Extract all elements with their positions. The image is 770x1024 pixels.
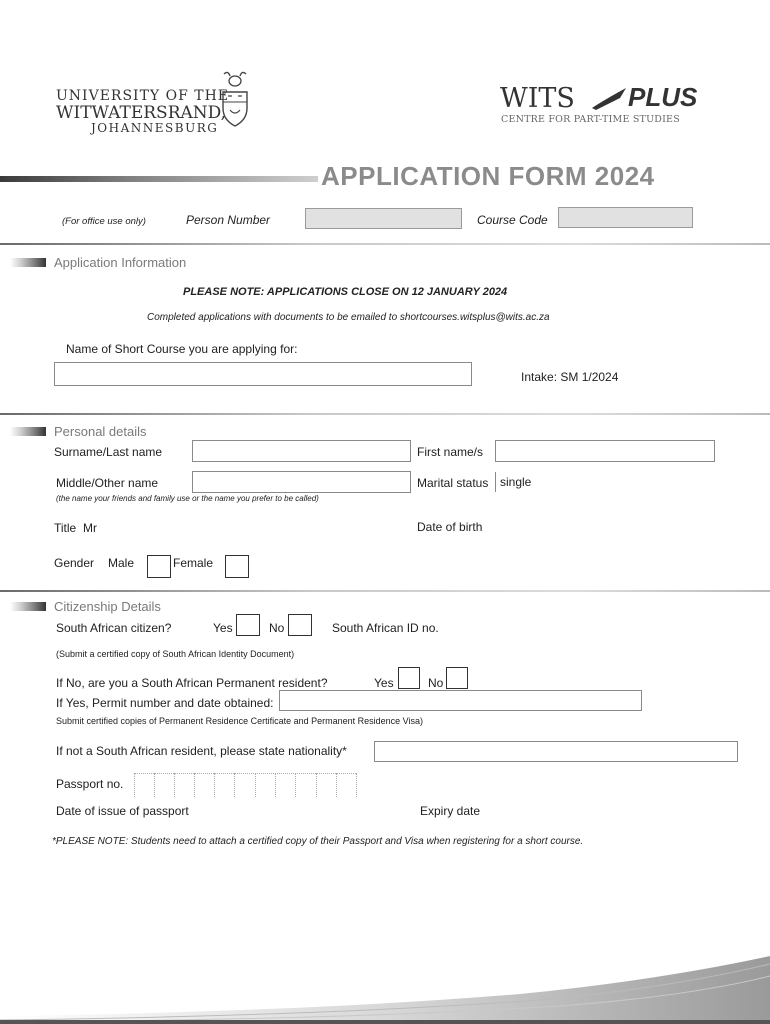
middle-name-field[interactable] — [192, 471, 411, 493]
expiry-date-label: Expiry date — [420, 804, 481, 818]
perm-res-no-checkbox[interactable] — [446, 667, 468, 689]
plus-swoosh-icon — [590, 84, 630, 114]
perm-res-yes-checkbox[interactable] — [398, 667, 420, 689]
passport-visa-note: *PLEASE NOTE: Students need to attach a certified copy of their Passport and Visa when registering for a short course. — [52, 836, 584, 847]
sa-citizen-label: South African citizen? — [56, 621, 172, 635]
title-label: Title — [54, 521, 77, 535]
middle-name-hint: (the name your friends and family use or the name you prefer to be called) — [56, 494, 319, 503]
short-course-field[interactable] — [54, 362, 472, 386]
gender-label: Gender — [54, 556, 95, 570]
surname-label: Surname/Last name — [54, 445, 163, 459]
plus-logo-text: PLUS — [628, 82, 698, 112]
person-number-field[interactable] — [305, 208, 462, 229]
short-course-label: Name of Short Course you are applying for: — [66, 342, 298, 356]
sa-id-label: South African ID no. — [332, 621, 439, 635]
email-note: Completed applications with documents to be emailed to shortcourses.witsplus@wits.ac.za — [147, 312, 550, 323]
first-name-label: First name/s — [417, 445, 484, 459]
gender-male-label: Male — [108, 556, 135, 570]
section-marker — [10, 602, 46, 611]
title-bar — [0, 176, 318, 182]
surname-field[interactable] — [192, 440, 411, 462]
sa-citizen-yes-label: Yes — [213, 621, 233, 635]
university-logo-line2: WITWATERSRAND, — [56, 103, 227, 123]
application-info-heading: Application Information — [54, 255, 187, 270]
marital-status-value: single — [500, 475, 532, 489]
perm-res-no-label: No — [428, 676, 444, 690]
id-note: (Submit a certified copy of South African Identity Document) — [56, 649, 295, 659]
gender-male-checkbox[interactable] — [147, 555, 171, 578]
sa-citizen-no-checkbox[interactable] — [288, 614, 312, 636]
section-divider — [0, 590, 770, 592]
person-number-label: Person Number — [186, 213, 271, 227]
university-logo-line1: UNIVERSITY OF THE — [56, 88, 230, 104]
sa-citizen-yes-checkbox[interactable] — [236, 614, 260, 636]
perm-res-yes-label: Yes — [374, 676, 394, 690]
permanent-resident-label: If No, are you a South African Permanent resident? — [56, 676, 328, 690]
marital-status-field[interactable] — [495, 472, 715, 492]
citizenship-heading: Citizenship Details — [54, 599, 161, 614]
wits-plus-tagline: CENTRE FOR PART-TIME STUDIES — [501, 114, 680, 125]
university-crest-icon — [218, 70, 252, 130]
middle-name-label: Middle/Other name — [56, 476, 159, 490]
sa-citizen-no-label: No — [269, 621, 285, 635]
wits-logo-text: WITS — [500, 83, 575, 114]
date-of-birth-label: Date of birth — [417, 520, 483, 534]
personal-details-heading: Personal details — [54, 424, 147, 439]
gender-female-label: Female — [173, 556, 214, 570]
course-code-label: Course Code — [477, 213, 548, 227]
title-value[interactable]: Mr — [83, 521, 97, 535]
intake-label: Intake: SM 1/2024 — [521, 370, 619, 384]
gender-female-checkbox[interactable] — [225, 555, 249, 578]
passport-label: Passport no. — [56, 777, 124, 791]
permanent-residence-note: Submit certified copies of Permanent Residence Certificate and Permanent Residence Visa) — [56, 716, 424, 726]
first-name-field[interactable] — [495, 440, 715, 462]
permit-label: If Yes, Permit number and date obtained: — [56, 696, 274, 710]
marital-status-label: Marital status — [417, 476, 489, 490]
nationality-field[interactable] — [374, 741, 738, 762]
section-marker — [10, 427, 46, 436]
permit-field[interactable] — [279, 690, 642, 711]
section-divider — [0, 243, 770, 245]
passport-issue-date-label: Date of issue of passport — [56, 804, 189, 818]
nationality-label: If not a South African resident, please state nationality* — [56, 744, 347, 758]
footer-swoosh-decoration — [0, 950, 770, 1024]
section-marker — [10, 258, 46, 267]
office-use-label: (For office use only) — [62, 216, 146, 227]
close-date-note: PLEASE NOTE: APPLICATIONS CLOSE ON 12 JANUARY 2024 — [183, 286, 508, 298]
section-divider — [0, 413, 770, 415]
university-logo-line3: JOHANNESBURG — [91, 121, 219, 135]
form-title: APPLICATION FORM 2024 — [321, 161, 655, 191]
course-code-field[interactable] — [558, 207, 693, 228]
